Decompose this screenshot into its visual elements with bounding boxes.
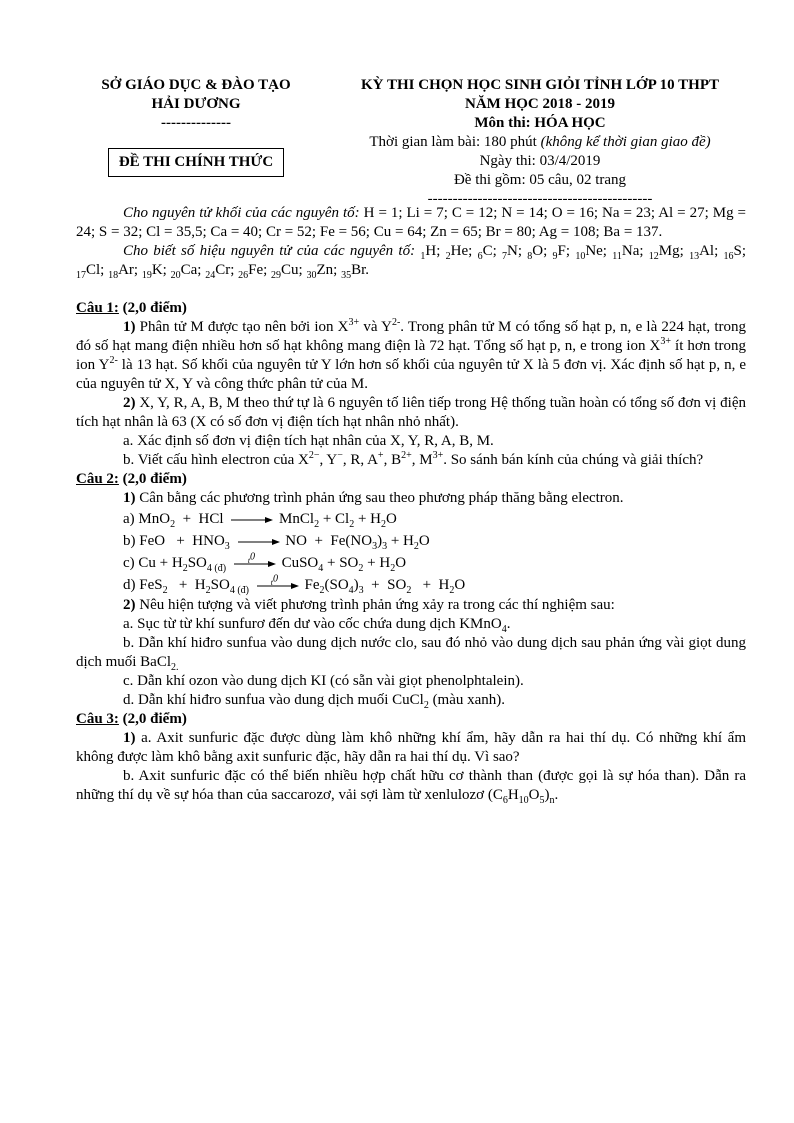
issuer-block xyxy=(76,76,316,177)
page-count: Đề thi gồm: 05 câu, 02 trang xyxy=(453,172,627,188)
question-2-heading: Câu 2: (2,0 điểm) xyxy=(76,471,187,487)
reaction-arrow-icon xyxy=(229,515,273,525)
question-3-part-1a: 1) a. Axit sunfuric đặc được dùng làm khô những khí ẩm, hãy dẫn ra hai thí dụ. Có những khí ẩm không được làm khô bằng axit sunfuric đặc, hãy dẫn ra hai thí dụ. Vì sao? xyxy=(76,730,746,765)
exam-title: KỲ THI CHỌN HỌC SINH GIỎI TỈNH LỚP 10 THPT xyxy=(361,77,719,93)
equation-b: b) FeO + $HNO_3$ NO + $Fe(NO_3)_3 + H_2O$ xyxy=(123,533,430,552)
exam-header xyxy=(76,76,746,207)
heated-reaction-arrow-icon: $t^0$ xyxy=(232,559,276,569)
official-exam-box: ĐỀ THI CHÍNH THỨC xyxy=(108,148,284,177)
atomic-number-note: Cho biết số hiệu nguyên tử của các nguyên tố: $_1$H; $_2$He; $_6$C; $_7$N; $_8$O; $_9$F; $_{10}$Ne; $_{11}$Na; $_{12}$Mg; $_{13}$Al; $_{16}$S; $_{17}$Cl; $_{18}$Ar; $_{19}$K; $_{20}$Ca; $_{24}$Cr; $_{26}$Fe; $_{29}$Cu; $_{30}$Zn; $_{35}$Br. xyxy=(76,243,747,281)
equation-a: a) MnO$_2$ + HCl MnCl$_2$ + $Cl_2 + H_2O$ xyxy=(123,511,397,530)
header-rule-left: -------------- xyxy=(161,115,231,131)
exam-date: Ngày thi: 03/4/2019 xyxy=(479,153,601,169)
question-2-part-2a: a. Sục từ từ khí sunfurơ đến dư vào cốc chứa dung dịch KMnO$_4$. xyxy=(123,616,511,635)
reaction-arrow-icon xyxy=(236,537,280,547)
question-2-part-2d: d. Dẫn khí hiđro sunfua vào dung dịch muối CuCl$_2$ (màu xanh). xyxy=(123,692,506,711)
exam-info-block xyxy=(334,76,746,209)
question-3-heading: Câu 3: (2,0 điểm) xyxy=(76,711,187,727)
question-2-part-1: 1) Cân bằng các phương trình phản ứng sau theo phương pháp thăng bằng electron. xyxy=(123,490,624,506)
question-2-part-2: 2) Nêu hiện tượng và viết phương trình phản ứng xảy ra trong các thí nghiệm sau: xyxy=(123,597,615,613)
question-3-part-1b: b. Axit sunfuric đặc có thể biến nhiều hợp chất hữu cơ thành than (được gọi là sự hóa than). Dẫn ra những thí dụ về sự hóa than của saccarozơ, vải sợi làm từ xenlulozơ $(C_6H_{10}O_5)_n$. xyxy=(76,768,746,806)
equation-d: d) $FeS_2 + H_2SO_{4 (đ)}$ $t^0$ $Fe_2(SO_4)_3 + SO_2 + H_2O$ xyxy=(123,572,466,596)
heated-reaction-arrow-icon: $t^0$ xyxy=(255,581,299,591)
header-rule-right: --------------------------------------------- xyxy=(427,191,653,207)
question-2-part-2b: b. Dẫn khí hiđro sunfua vào dung dịch nước clo, sau đó nhỏ vào dung dịch sau phản ứng vài giọt dung dịch muối BaCl$_{2.}$ xyxy=(76,635,746,673)
province-name: HẢI DƯƠNG xyxy=(151,96,241,112)
question-1-heading: Câu 1: (2,0 điểm) xyxy=(76,300,187,316)
school-year: NĂM HỌC 2018 - 2019 xyxy=(465,96,615,112)
question-1-part-2a: a. Xác định số đơn vị điện tích hạt nhân của X, Y, R, A, B, M. xyxy=(123,433,494,449)
question-2-part-2c: c. Dẫn khí ozon vào dung dịch KI (có sẵn vài giọt phenolphtalein). xyxy=(123,673,524,689)
atomic-mass-note: Cho nguyên tử khối của các nguyên tố: H = 1; Li = 7; C = 12; N = 14; O = 16; Na = 23; Al = 27; Mg = 24; S = 32; Cl = 35,5; Ca = 40; Cr = 52; Fe = 56; Cu = 64; Zn = 65; Br = 80; Ag = 108; Ba = 137. xyxy=(76,205,746,240)
subject: Môn thi: HÓA HỌC xyxy=(474,115,606,131)
question-1-part-1: 1) Phân tử M được tạo nên bởi ion $X^{3+}$ và $Y^{2-}$. Trong phân tử M có tổng số hạt p, n, e là 224 hạt, trong đó số hạt mang điện nhiều hơn số hạt không mang điện là 72 hạt. Tổng số hạt p, n, e trong ion $X^{3+}$ ít hơn trong ion $Y^{2-}$ là 13 hạt. Số khối của nguyên tử Y lớn hơn số khối của nguyên tử X là 5 đơn vị. Xác định số hạt p, n, e của nguyên tử X, Y và công thức phân tử của M. xyxy=(76,317,746,392)
department-name: SỞ GIÁO DỤC & ĐÀO TẠO xyxy=(101,77,291,93)
equation-c: c) $Cu + H_2SO_{4 (đ)}$ $t^0$ CuSO$_4$ + $SO_2 + H_2O$ xyxy=(123,550,407,574)
question-1-part-2: 2) X, Y, R, A, B, M theo thứ tự là 6 nguyên tố liên tiếp trong Hệ thống tuần hoàn có tổng số đơn vị điện tích hạt nhân là 63 (X có số đơn vị điện tích hạt nhân nhỏ nhất). xyxy=(76,395,746,430)
question-1-part-2b: b. Viết cấu hình electron của $X^{2-}$, Y−, R, A+, $B^{2+}$, $M^{3+}$. So sánh bán kính của chúng và giải thích? xyxy=(123,450,704,468)
time-allowed: Thời gian làm bài: 180 phút (không kể thời gian giao đề) xyxy=(369,134,711,150)
exam-page xyxy=(76,76,746,805)
